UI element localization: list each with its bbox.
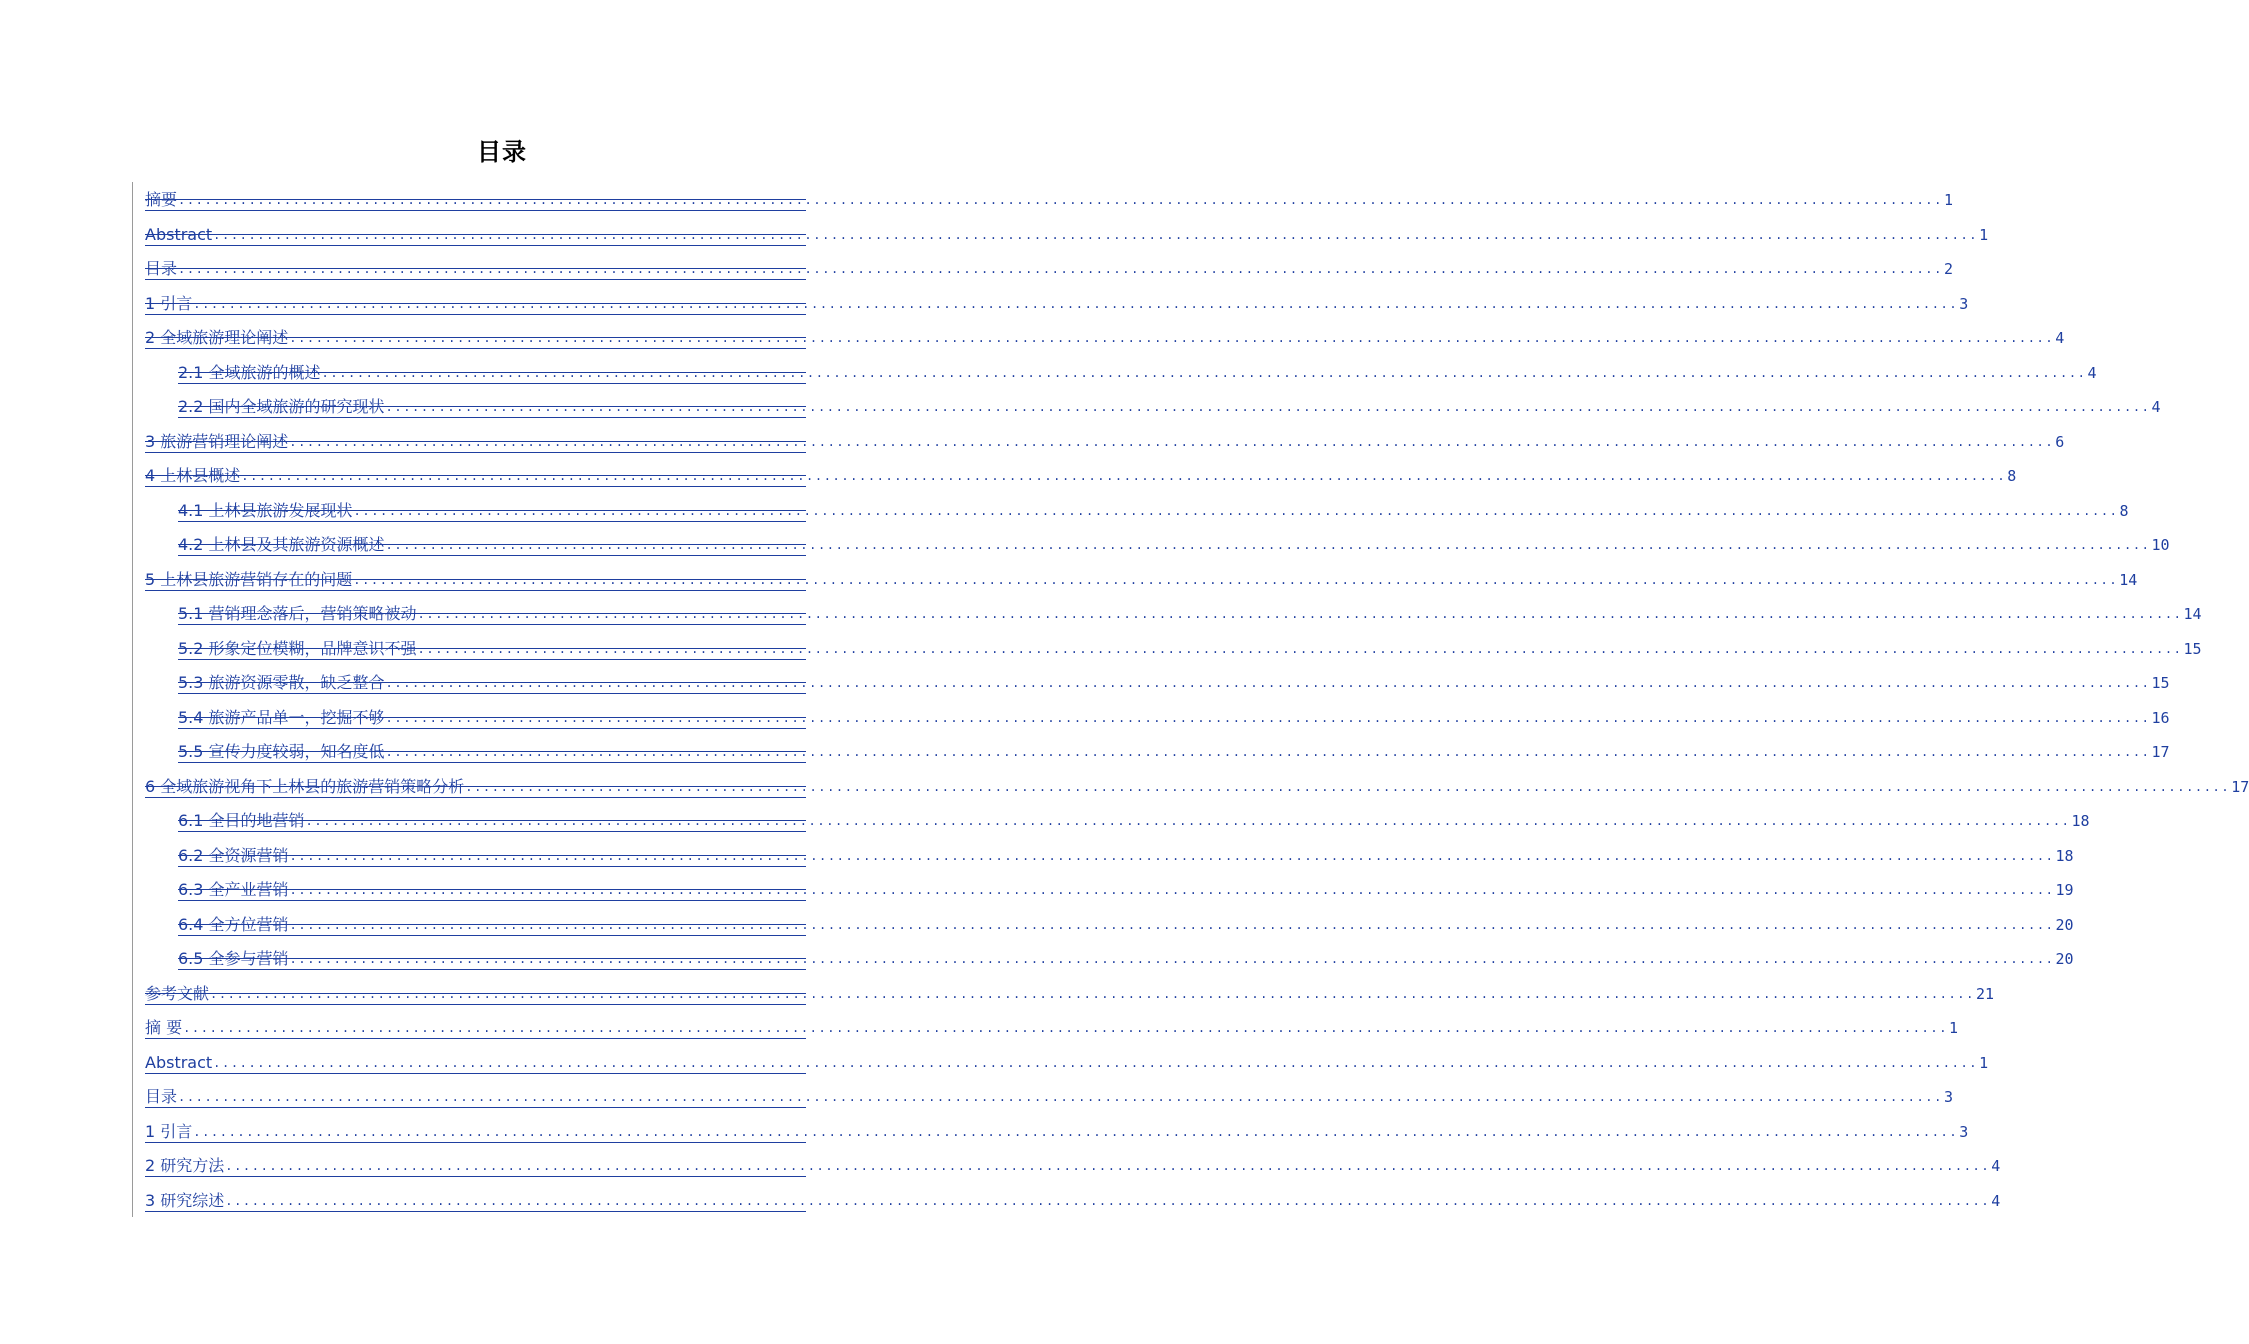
toc-entry-link[interactable] [145,1120,1969,1142]
toc-entry-link[interactable] [178,499,2129,521]
toc-row [132,527,2170,562]
toc-entry-label: 5.4 旅游产品单一，挖掘不够 [178,707,385,727]
toc-row [132,355,2097,390]
toc-entry-link[interactable] [178,395,2161,417]
toc-entry-label: 3 旅游营销理论阐述 [145,431,289,451]
toc-page-number: 1 [1949,1019,1959,1037]
toc-entry-link[interactable] [145,464,2017,486]
toc-entry-label: 2 研究方法 [145,1156,225,1175]
toc-dot-leader: ........................................................................................................................................................................................................ [385,710,2151,725]
toc-dot-leader: ........................................................................................................................................................................................................ [241,469,2007,483]
toc-page-number: 21 [1975,984,1994,1003]
toc-page-number: 1 [1979,1053,1989,1072]
toc-entry-link[interactable] [178,878,2074,900]
toc-dot-leader: ........................................................................................................................................................................................................ [289,848,2055,863]
toc-row [132,424,2065,459]
toc-row [132,1010,1959,1045]
toc-dot-leader: ........................................................................................................................................................................................................ [193,296,1959,311]
toc-dot-leader: ........................................................................................................................................................................................................ [178,262,1943,276]
toc-entry-label: 6.5 全参与营销 [178,949,289,968]
toc-entry-label: Abstract [145,1052,213,1072]
toc-page-number: 8 [2119,501,2129,520]
toc-row [132,1148,2001,1183]
toc-entry-label: 摘要 [145,190,178,209]
toc-page-number: 3 [1959,1122,1969,1141]
toc-row [132,1183,2001,1218]
toc-dot-leader: ........................................................................................................................................................................................................ [321,365,2087,380]
toc-row [132,320,2065,355]
toc-dot-leader: ........................................................................................................................................................................................................ [289,917,2055,932]
toc-page-number: 20 [2055,950,2074,968]
toc-page-number: 2 [1943,260,1953,278]
toc-page-number: 8 [2007,467,2017,485]
toc-entry-label: 5.5 宣传力度较弱，知名度低 [178,742,385,761]
toc-entry-label: 5.2 形象定位模糊，品牌意识不强 [178,638,417,658]
toc-entry-link[interactable] [178,671,2170,693]
toc-entry-label: 5 上林县旅游营销存在的问题 [145,569,353,589]
toc-entry-label: 2.2 国内全域旅游的研究现状 [178,397,385,416]
toc-entry-label: 6.1 全目的地营销 [178,811,305,830]
toc-entry-link[interactable] [145,775,2249,797]
toc-dot-leader: ........................................................................................................................................................................................................ [305,814,2071,828]
toc-entry-link[interactable] [145,223,1989,245]
toc-entry-link[interactable] [178,740,2170,762]
toc-entry-link[interactable] [145,1189,2001,1211]
toc-entry-label: Abstract [145,224,213,244]
toc-row [132,907,2074,942]
toc-page-number: 17 [2151,743,2170,761]
toc-entry-link[interactable] [178,809,2090,831]
toc-page-number: 20 [2055,915,2074,934]
toc-page-number: 1 [1979,225,1989,244]
toc-entry-link[interactable] [178,844,2074,866]
toc-row [132,976,1994,1011]
toc-dot-leader: ........................................................................................................................................................................................................ [213,227,1979,242]
toc-row [132,665,2170,700]
toc-entry-label: 6.2 全资源营销 [178,845,289,865]
toc-entry-link[interactable] [145,188,1953,210]
toc-entry-link[interactable] [145,1085,1953,1107]
toc-dot-leader: ........................................................................................................................................................................................................ [225,1159,1991,1173]
toc-dot-leader: ........................................................................................................................................................................................................ [417,607,2183,621]
toc-entry-label: 2.1 全域旅游的概述 [178,362,321,382]
toc-entry-label: 6.3 全产业营销 [178,880,289,899]
toc-entry-label: 4.1 上林县旅游发展现状 [178,500,353,520]
toc-row [132,631,2202,666]
toc-entry-link[interactable] [145,982,1994,1004]
toc-entry-link[interactable] [178,913,2074,935]
toc-dot-leader: ........................................................................................................................................................................................................ [289,331,2055,345]
toc-page-number: 16 [2151,708,2170,727]
toc-entry-label: 4.2 上林县及其旅游资源概述 [178,535,385,554]
toc-page-number: 14 [2183,605,2202,623]
toc-entry-link[interactable] [145,257,1953,279]
toc-dot-leader: ........................................................................................................................................................................................................ [385,538,2151,552]
toc-dot-leader: ........................................................................................................................................................................................................ [213,1055,1979,1070]
toc-page-number: 18 [2071,812,2090,830]
toc-dot-leader: ........................................................................................................................................................................................................ [385,676,2151,690]
toc-row [132,872,2074,907]
toc-page-number: 4 [2151,398,2161,416]
toc-row [132,838,2074,873]
page-title: 目录 [477,138,527,166]
toc-dot-leader: ........................................................................................................................................................................................................ [183,1021,1949,1035]
toc-dot-leader: ........................................................................................................................................................................................................ [193,1124,1959,1139]
toc-page-number: 18 [2055,846,2074,865]
toc-page-number: 6 [2055,432,2065,451]
toc-row [132,803,2090,838]
toc-row [132,182,1953,217]
toc-entry-label: 5.3 旅游资源零散，缺乏整合 [178,673,385,692]
toc-entry-label: 3 研究综述 [145,1190,225,1210]
toc-entry-link[interactable] [178,637,2202,659]
toc-entry-label: 摘 要 [145,1018,183,1037]
toc-page-number: 17 [2231,777,2249,796]
toc-entry-label: 参考文献 [145,983,210,1003]
toc-page-number: 10 [2151,536,2170,554]
toc-row [132,493,2129,528]
toc-entry-label: 4 上林县概述 [145,466,241,485]
toc-row [132,458,2017,493]
toc-entry-link[interactable] [145,568,2138,590]
toc-page-number: 4 [2087,363,2097,382]
toc-dot-leader: ........................................................................................................................................................................................................ [289,952,2055,966]
toc-row [132,734,2170,769]
toc-entry-label: 1 引言 [145,293,193,313]
toc-entry-link[interactable] [145,1154,2001,1176]
toc-row [132,251,1953,286]
toc-dot-leader: ........................................................................................................................................................................................................ [178,193,1943,207]
toc-dot-leader: ........................................................................................................................................................................................................ [417,641,2183,656]
toc-page-number: 15 [2183,639,2202,658]
toc-dot-leader: ........................................................................................................................................................................................................ [353,503,2119,518]
toc-row [132,1079,1953,1114]
toc-dot-leader: ........................................................................................................................................................................................................ [289,883,2055,897]
toc-dot-leader: ........................................................................................................................................................................................................ [353,572,2119,587]
toc-entry-link[interactable] [145,326,2065,348]
toc-dot-leader: ........................................................................................................................................................................................................ [178,1090,1943,1104]
toc-entry-label: 6 全域旅游视角下上林县的旅游营销策略分析 [145,776,465,796]
toc-entry-link[interactable] [178,947,2074,969]
toc-row [132,389,2161,424]
toc-row [132,1045,1989,1080]
table-of-contents [132,182,2249,1217]
toc-entry-label: 目录 [145,1087,178,1106]
toc-entry-link[interactable] [145,1051,1989,1073]
toc-page-number: 19 [2055,881,2074,899]
toc-entry-label: 5.1 营销理念落后，营销策略被动 [178,604,417,623]
toc-page-number: 4 [1991,1157,2001,1175]
toc-dot-leader: ........................................................................................................................................................................................................ [289,434,2055,449]
toc-page-number: 1 [1943,191,1953,209]
toc-entry-label: 1 引言 [145,1121,193,1141]
toc-dot-leader: ........................................................................................................................................................................................................ [225,1193,1991,1208]
toc-entry-link[interactable] [178,602,2202,624]
toc-page-number: 4 [1991,1191,2001,1210]
toc-entry-label: 目录 [145,259,178,278]
toc-entry-label: 2 全域旅游理论阐述 [145,328,289,347]
toc-dot-leader: ........................................................................................................................................................................................................ [385,400,2151,414]
toc-entry-link[interactable] [145,430,2065,452]
toc-row [132,217,1989,252]
toc-entry-label: 6.4 全方位营销 [178,914,289,934]
toc-page-number: 3 [1943,1088,1953,1106]
toc-row [132,562,2138,597]
toc-dot-leader: ........................................................................................................................................................................................................ [385,745,2151,759]
toc-dot-leader: ........................................................................................................................................................................................................ [465,779,2231,794]
toc-row [132,769,2249,804]
toc-page-number: 3 [1959,294,1969,313]
toc-row [132,941,2074,976]
toc-entry-link[interactable] [145,1016,1959,1038]
toc-entry-link[interactable] [178,361,2097,383]
toc-row [132,596,2202,631]
toc-page-number: 14 [2119,570,2138,589]
toc-row [132,700,2170,735]
toc-entry-link[interactable] [178,706,2170,728]
toc-row [132,286,1969,321]
toc-entry-link[interactable] [145,292,1969,314]
toc-page-number: 15 [2151,674,2170,692]
toc-row [132,1114,1969,1149]
toc-dot-leader: ........................................................................................................................................................................................................ [210,986,1975,1001]
toc-page-number: 4 [2055,329,2065,347]
toc-entry-link[interactable] [178,533,2170,555]
